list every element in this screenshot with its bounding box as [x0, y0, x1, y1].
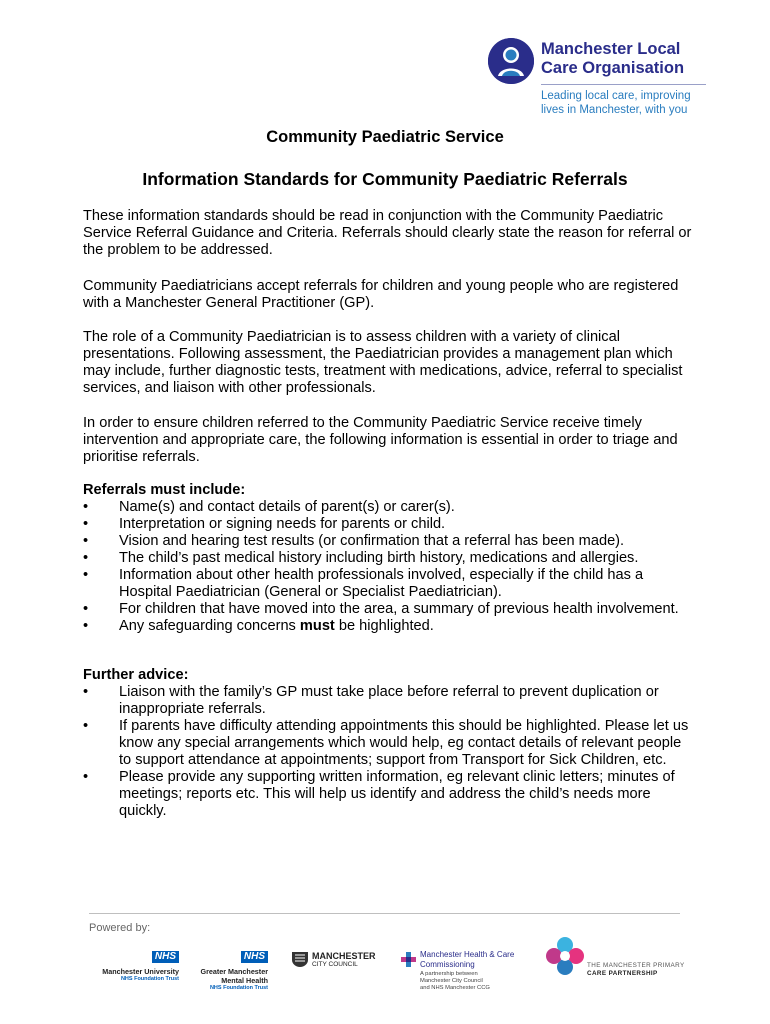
- organisation-logo-icon: [488, 38, 534, 84]
- list-item: • Any safeguarding concerns must be highlighted.: [83, 618, 434, 634]
- bullet: •: [83, 516, 89, 532]
- list-item: • Vision and hearing test results (or confirmation that a referral has been made).: [83, 533, 625, 549]
- bullet: •: [83, 769, 89, 785]
- bullet: •: [83, 567, 89, 583]
- powered-by-label: Powered by:: [89, 922, 151, 934]
- bullet: •: [83, 601, 89, 617]
- bullet: •: [83, 499, 89, 515]
- bullet: •: [83, 618, 89, 634]
- list-item: • Please provide any supporting written information, eg relevant clinic letters; minutes of meetings; reports etc. This will help us identify and address the child’s needs more quickly.: [83, 769, 675, 819]
- gmmh-logo: NHS Greater Manchester Mental Health NHS Foundation Trust: [200, 951, 268, 991]
- list-item: • Information about other health professionals involved, especially if the child has a Hospital Paediatrician (General or Specialist Paediatrician).: [83, 567, 644, 600]
- list-item: • Name(s) and contact details of parent(s) or carer(s).: [83, 499, 455, 515]
- document-subtitle: Information Standards for Community Paediatric Referrals: [142, 169, 628, 189]
- list-item: • The child’s past medical history including birth history, medications and allergies.: [83, 550, 639, 566]
- organisation-tagline: Leading local care, improving lives in Manchester, with you: [541, 90, 691, 116]
- intro-paragraph: These information standards should be read in conjunction with the Community Paediatric Service Referral Guidance and Criteria. Referrals should clearly state the reason for referral or the problem to be addressed.: [83, 208, 692, 258]
- emphasis-must: must: [299, 618, 335, 634]
- mft-logo: NHS Manchester University NHS Foundation Trust: [102, 951, 179, 982]
- crest-icon: [290, 950, 310, 968]
- nhs-badge: NHS: [241, 951, 268, 963]
- bullet: •: [83, 684, 89, 700]
- list-item: • Interpretation or signing needs for parents or child.: [83, 516, 446, 532]
- role-paragraph: The role of a Community Paediatrician is to assess children with a variety of clinical presentations. Following assessment, the Paediatrician provides a management plan which may include, further diagnostic tests, treatment with medications, advice, referral to specialist services, and liaison with other professionals.: [83, 329, 683, 396]
- footer-divider: [89, 913, 680, 914]
- triage-paragraph: In order to ensure children referred to the Community Paediatric Service receive timely intervention and appropriate care, the following information is essential in order to triage and prioritise referrals.: [83, 415, 678, 465]
- bullet: •: [83, 718, 89, 734]
- advice-list: [83, 684, 693, 820]
- bullet: •: [83, 550, 89, 566]
- cross-icon: [401, 952, 416, 967]
- bullet: •: [83, 533, 89, 549]
- list-item: • If parents have difficulty attending appointments this should be highlighted. Please let us know any special arrangements which would help, eg contact details of relevant people to support attendance at appointments; support from Transport for Sick Children, etc.: [83, 718, 689, 768]
- nhs-badge: NHS: [152, 951, 179, 963]
- referrals-list: [83, 499, 693, 635]
- organisation-name: Manchester Local Care Organisation: [541, 40, 685, 77]
- partnership-flower-icon: [545, 936, 585, 976]
- logo-divider: [541, 84, 706, 85]
- list-item: • For children that have moved into the area, a summary of previous health involvement.: [83, 601, 679, 617]
- document-title: Community Paediatric Service: [266, 128, 504, 146]
- advice-heading: Further advice:: [83, 667, 189, 683]
- eligibility-paragraph: Community Paediatricians accept referrals for children and young people who are registered with a Manchester General Practitioner (GP).: [83, 278, 679, 311]
- list-item: • Liaison with the family’s GP must take place before referral to prevent duplication or inappropriate referrals.: [83, 684, 659, 717]
- referrals-heading: Referrals must include:: [83, 482, 246, 498]
